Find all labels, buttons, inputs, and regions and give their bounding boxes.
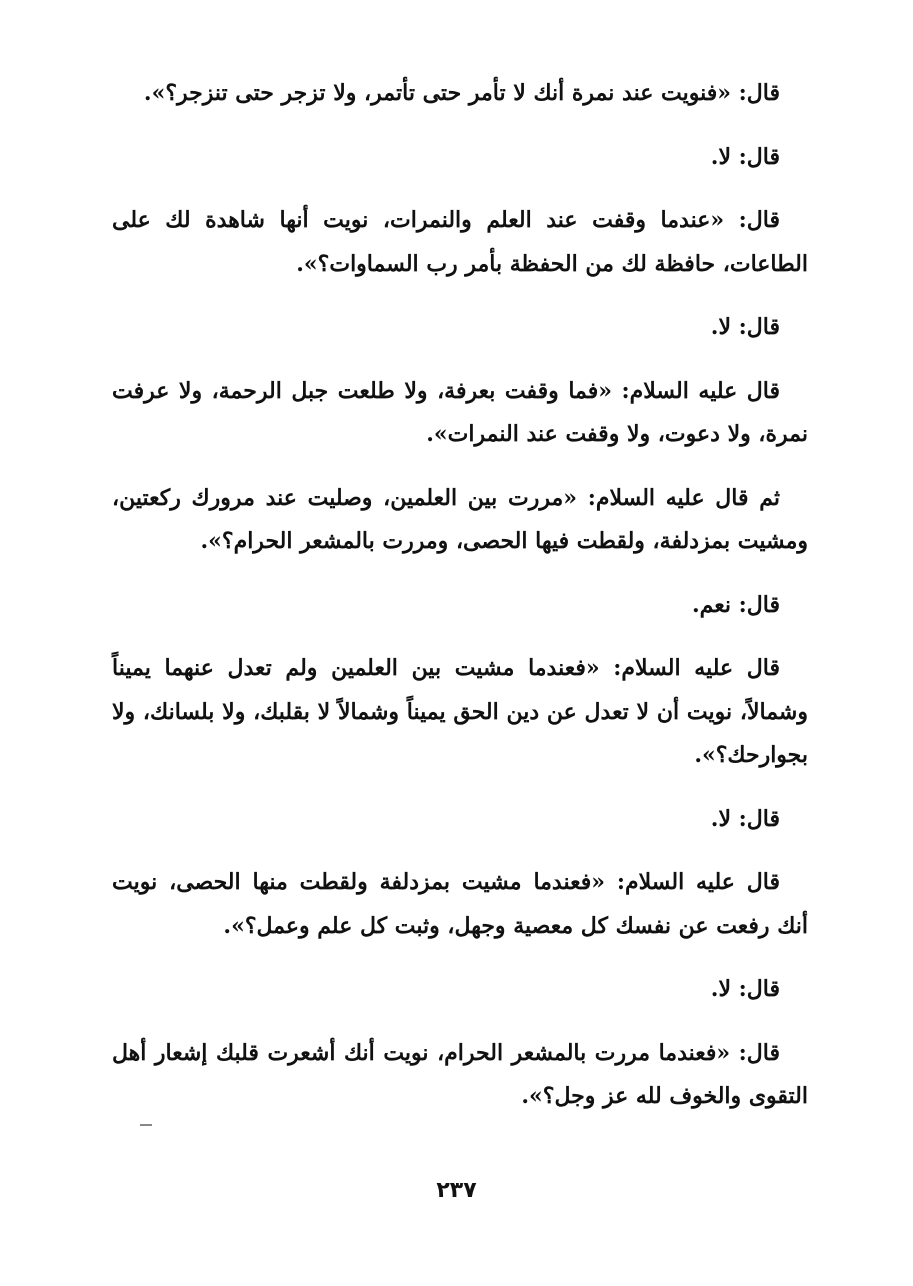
page-number: ٢٣٧ — [436, 1178, 477, 1203]
paragraph-2: قال: لا. — [710, 143, 780, 170]
paragraph-7: قال: نعم. — [691, 591, 780, 618]
paragraph-1: قال: «فنويت عند نمرة أنك لا تأمر حتى تأتمر، ولا تزجر حتى تنزجر؟». — [143, 80, 780, 106]
paragraph-3: قال: «عندما وقفت عند العلم والنمرات، نويت أنها شاهدة لك على الطاعات، حافظة لك من الحفظة بأمر رب السماوات؟». — [112, 207, 808, 277]
page-body — [112, 72, 808, 1139]
footnote-separator — [140, 1124, 152, 1126]
paragraph-12: قال: «فعندما مررت بالمشعر الحرام، نويت أنك أشعرت قلبك إشعار أهل التقوى والخوف لله عز وجل؟». — [112, 1039, 808, 1109]
paragraph-6: ثم قال عليه السلام: «مررت بين العلمين، وصليت عند مرورك ركعتين، ومشيت بمزدلفة، ولقطت فيها الحصى، ومررت بالمشعر الحرام؟». — [112, 484, 808, 554]
paragraph-11: قال: لا. — [710, 976, 780, 1002]
paragraph-4: قال: لا. — [710, 314, 780, 340]
paragraph-5: قال عليه السلام: «فما وقفت بعرفة، ولا طلعت جبل الرحمة، ولا عرفت نمرة، ولا دعوت، ولا وقفت عند النمرات». — [112, 377, 808, 447]
paragraph-8: قال عليه السلام: «فعندما مشيت بين العلمين ولم تعدل عنهما يميناً وشمالاً، نويت أن لا تعدل عن دين الحق يميناً وشمالاً لا بقلبك، ولا بلسانك، ولا بجوارحك؟». — [112, 655, 808, 768]
paragraph-9: قال: لا. — [710, 805, 780, 832]
paragraph-10: قال عليه السلام: «فعندما مشيت بمزدلفة ولقطت منها الحصى، نويت أنك رفعت عن نفسك كل معصية وجهل، وثبت كل علم وعمل؟». — [112, 869, 808, 939]
